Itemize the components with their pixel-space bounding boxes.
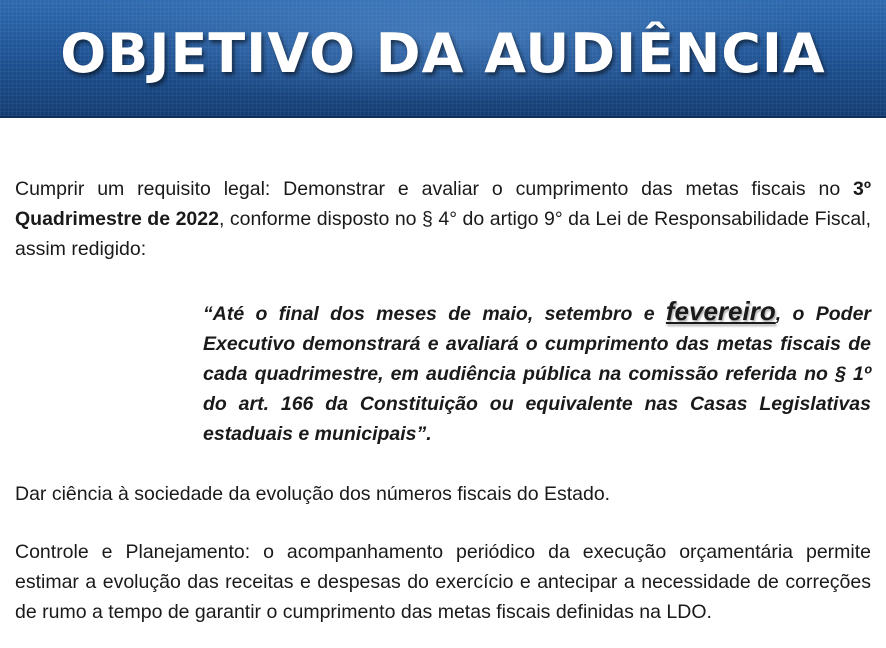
period-emphasis: 3º Quadrimestre de 2022: [15, 178, 871, 230]
paragraph-legal-requirement-end: , conforme disposto no § 4° do artigo 9° da Lei de Responsabilidade Fiscal, assim redigido:: [15, 208, 871, 260]
paragraph-legal-requirement-start: Cumprir um requisito legal: Demonstrar e avaliar o cumprimento das metas fiscais no: [15, 178, 854, 200]
title-banner: [0, 0, 886, 118]
paragraph-society-awareness: Dar ciência à sociedade da evolução dos números fiscais do Estado.: [15, 483, 611, 505]
law-quote-part2: , o Poder Executivo demonstrará e avaliará o cumprimento das metas fiscais de cada quadrimestre, em audiência pública na comissão referida no § 1º do art. 166 da Constituição ou equivalente nas Casas Legislativas estaduais e municipais”.: [203, 303, 871, 445]
law-quote: [203, 296, 871, 449]
highlighted-month: fevereiro: [665, 296, 776, 326]
paragraph-control-planning: Controle e Planejamento: o acompanhamento periódico da execução orçamentária permite estimar a evolução das receitas e despesas do exercício e antecipar a necessidade de correções de rumo a tempo de garantir o cumprimento das metas fiscais definidas na LDO.: [15, 541, 871, 623]
law-quote-part1: “Até o final dos meses de maio, setembro e: [203, 303, 666, 325]
paragraph-legal-requirement: [15, 174, 871, 264]
slide-title: OBJETIVO DA AUDIÊNCIA: [60, 22, 826, 85]
